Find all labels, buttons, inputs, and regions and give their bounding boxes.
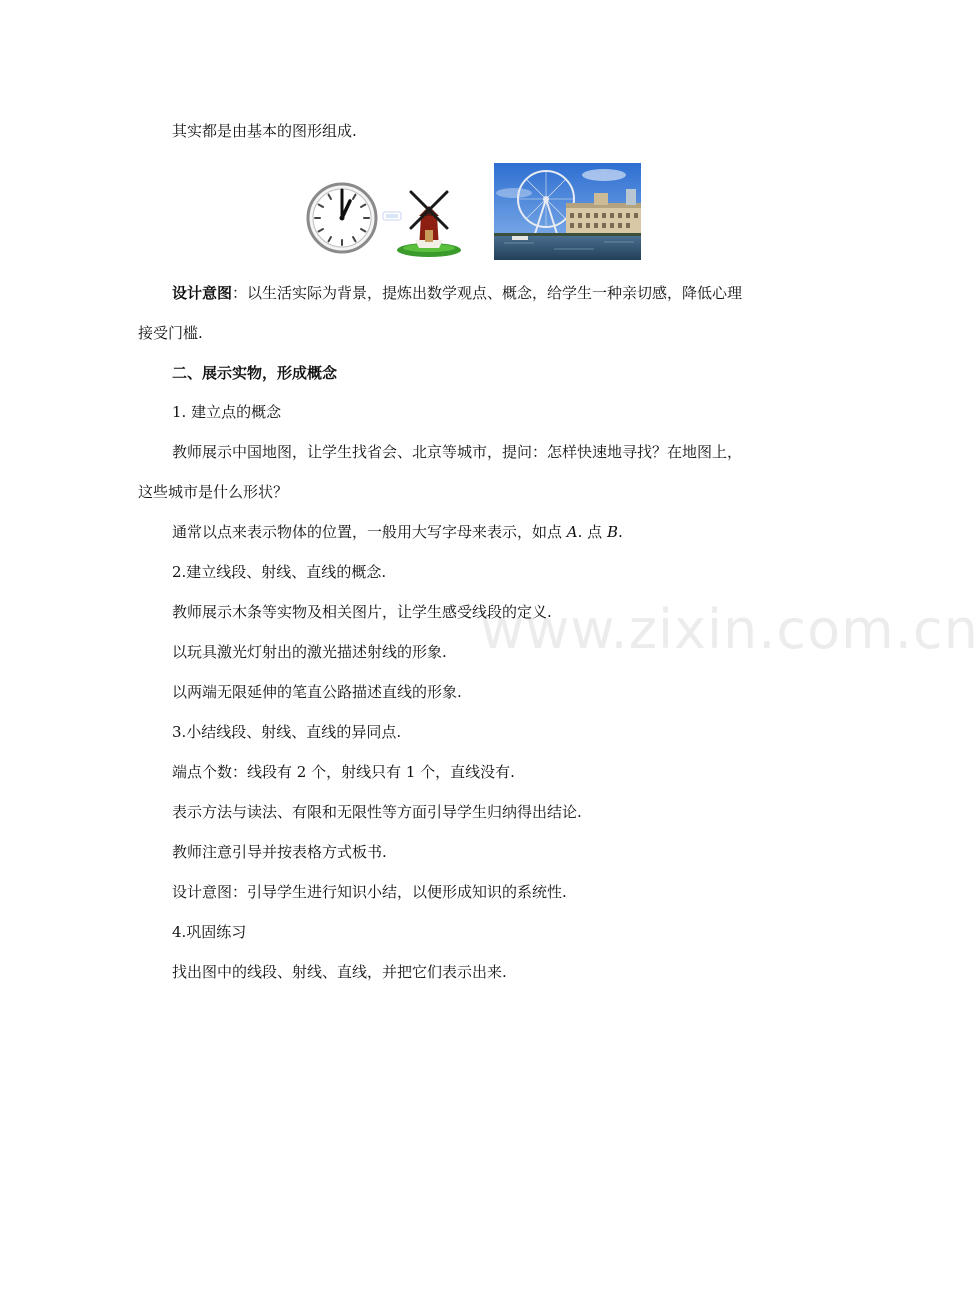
watermark: www.zixin.com.cn: [480, 598, 979, 661]
clock-icon: [305, 181, 379, 255]
paragraph-ray: 以玩具激光灯射出的激光描述射线的形象.: [172, 643, 447, 661]
windmill-icon: [381, 186, 463, 258]
paragraph-design-intent-2: 设计意图：引导学生进行知识小结，以便形成知识的系统性.: [172, 883, 567, 901]
point-b: B: [606, 523, 618, 541]
subsection-title-3: 3.小结线段、射线、直线的异同点.: [172, 723, 402, 741]
paragraph-segment: 教师展示木条等实物及相关图片，让学生感受线段的定义.: [172, 603, 552, 621]
paragraph-point-notation: [172, 522, 623, 542]
design-intent-paragraph: [172, 283, 742, 303]
design-intent-text: ：以生活实际为背景，提炼出数学观点、概念，给学生一种亲切感，降低心理: [232, 284, 743, 302]
paragraph-endpoints: 端点个数：线段有 2 个，射线只有 1 个，直线没有.: [172, 763, 515, 781]
subsection-title-1: 1. 建立点的概念: [172, 403, 282, 421]
subsection-title-2: 2.建立线段、射线、直线的概念.: [172, 563, 387, 581]
point-text-pre: 通常以点来表示物体的位置，一般用大写字母来表示，如点: [172, 523, 567, 541]
design-intent-continuation: 接受门槛.: [138, 324, 203, 342]
point-text-end: .: [617, 523, 623, 541]
paragraph-exercise: 找出图中的线段、射线、直线，并把它们表示出来.: [172, 963, 507, 981]
paragraph-line: 以两端无限延伸的笔直公路描述直线的形象.: [172, 683, 462, 701]
point-text-mid: . 点: [577, 523, 607, 541]
paragraph-map-b: 这些城市是什么形状？: [138, 483, 289, 501]
ferris-wheel-photo: [494, 163, 641, 260]
design-intent-label: 设计意图: [172, 284, 233, 302]
section-heading-2: 二、展示实物，形成概念: [172, 364, 338, 382]
subsection-title-4: 4.巩固练习: [172, 923, 247, 941]
paragraph-intro: 其实都是由基本的图形组成.: [172, 122, 357, 140]
paragraph-map-a: 教师展示中国地图，让学生找省会、北京等城市，提问：怎样快速地寻找？在地图上，: [172, 443, 743, 461]
point-a: A: [566, 523, 578, 541]
paragraph-methods: 表示方法与读法、有限和无限性等方面引导学生归纳得出结论.: [172, 803, 582, 821]
paragraph-board: 教师注意引导并按表格方式板书.: [172, 843, 387, 861]
